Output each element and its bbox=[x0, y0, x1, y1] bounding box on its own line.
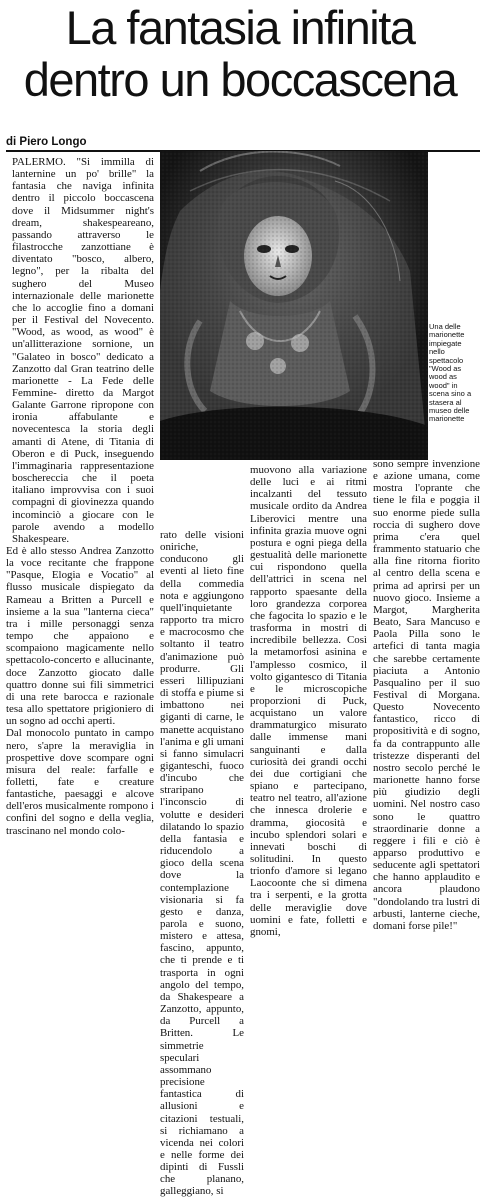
article-column-2: rato delle visioni oniriche, conducono gli eventi al lieto fine della commedia nota e aggiungono quell'inquietante rapporto tra micro e macrocosmo che soltanto il teatro d'animazione può produrre. Gli esseri lillipuziani di stoffa e piume si imbattono nei giganti di carne, le manette acquistano l'anima e gli umani si fanno simulacri giganteschi, fuoco d'incubo che straripano l'inconscio di volutte e desideri dilatando lo spazio della fantasia e riducendolo a gioco della scena dove la contemplazione visionaria si fa gesto e danza, parola e suono, mistero e attesa, fascino, appunto, che ti prende e ti trasporta in ogni angolo del tempo, da Shakespeare a Zanzotto, appunto, da Purcell a Britten. Le simmetrie speculari assommano precisione fantastica di allusioni e citazioni testuali, si richiamano a vicenda nei colori e nelle forme dei dipinti di Fussli che planano, galleggiano, si bbox=[160, 529, 244, 1198]
marionette-photo-drawing bbox=[160, 151, 428, 460]
headline-line-1: La fantasia infinita bbox=[65, 1, 415, 54]
headline-line-2: dentro un boccascena bbox=[23, 53, 457, 106]
article-paragraph: PALERMO. "Si immilla di lanternine un po' brille" la fantasia che naviga infinita dentro il piccolo boccascena dove il Midsummer night's dream, shakespeareano, passando attraverso le filastrocche zanzottiane è diventato "bosco, albero, legno", per la ribalta del sughero del Museo internazionale delle marionette che lo accoglie fino a domani per il Festival del Novecento. "Wood, as wood, as wood" è un'allitterazione sornione, un "Galateo in bosco" dedicato a Zanzotto dal Gran teatrino delle marionette - La Fede delle Femmine- diretto da Margot Galante Garrone ripropone con ironia affabulante e novecentesca la storia degli amanti di Atene, di Titania di Oberon e di Puck, inseguendo l'immaginaria rappresentazione boschereccia che il poeta italiano improvvisa con i suoi compagni di giovinezza quando incominciò a giocare con le parole avendo a modello Shakespeare. bbox=[12, 156, 154, 545]
article-column-3: muovono alla variazione delle luci e ai ritmi incalzanti del tessuto musicale ordito da Andrea Liberovici mentre una infinita grazia muove ogni postura e ogni piega della gestualità delle marionette cui rispondono quella dell'attrici in scena nel rapporto spaesante della loro grandezza corporea che fagocita lo spazio e le trasforma in mostri di incredibile bellezza. Così la metamorfosi asinina e l'amplesso cosmico, il volto gigantesco di Titania e le microscopiche proporzioni di Puck, acquistano un valore drammaturgico misurato dalle immense mani sanguinanti e dalla curiosità dei grandi occhi dei due cortigiani che spiano e partecipano, teatro nel teatro, all'azione che innesca drolerie e dramma, giocosità e incubo splendori solari e innevati boschi di solitudini. In questo trionfo d'amore si legano Laocoonte che si dimena tra i serpenti, e la grotta delle meraviglie dove uomini e fate, folletti e gnomi, bbox=[250, 464, 367, 938]
article-paragraph: Dal monocolo puntato in campo nero, s'apre la meraviglia in prospettive dove scompare ogni misura del reale: farfalle e folletti, fate e creature fantastiche, paesaggi e alcove dell'eros musicalmente rompono i confini del sogno e della veglia, trascinano nel mondo colo- bbox=[6, 727, 154, 837]
article-column-1 bbox=[6, 156, 154, 837]
marionette-photo bbox=[160, 151, 428, 460]
article-column-4: sono sempre invenzione e azione umana, come mostra l'oprante che tiene le fila e poggia il suo enorme piede sulla roccia di sughero dove prima c'era quel frammento statuario che alla fine ritorna fiorito al centro della scena e prima ad aprirsi per un nuovo gioco. Insieme a Margot, Margherita Beato, Sara Mancuso e Paola Pilla sono le artefici di tanta magia che sarebbe certamente piaciuta a Antonio Pasqualino per il suo Festival di Morgana. Questo Novecento fantastico, ricco di propositività e di sogno, fa da contrappunto alle tristezze disperanti del nostro secolo perché le marionette hanno forse più giudizio degli uomini. Nel nostro caso sono le quattro straordinarie donne a reggere i fili e ciò è apparso produttivo e seducente agli spettatori che hanno applaudito e ancora plaudono "dondolando tra lustri di arbusti, lanterne cieche, domani forse pile!" bbox=[373, 458, 480, 932]
byline: di Piero Longo bbox=[6, 136, 87, 148]
article-paragraph: Ed è allo stesso Andrea Zanzotto la voce recitante che frappone "Pasque, Elogia e Vocatio" al flusso musicale dispiegato da Rameau a Britten a Purcell e insieme a la sua "lanterna cieca" tra i mille personaggi senza tempo che appaiono e scompaiono magicamente nello spettacolo-concerto e allucinante, doce Zanzotto giocato dalle quattro donne sui fili simmetrici di una rete barocca e razionale tesa allo spettatore prigioniero di un sogno ad occhi aperti. bbox=[6, 545, 154, 728]
photo-caption: Una delle marionette impiegate nello spettacolo "Wood as wood as wood" in scena sino a stasera al museo delle marionette bbox=[429, 322, 472, 424]
